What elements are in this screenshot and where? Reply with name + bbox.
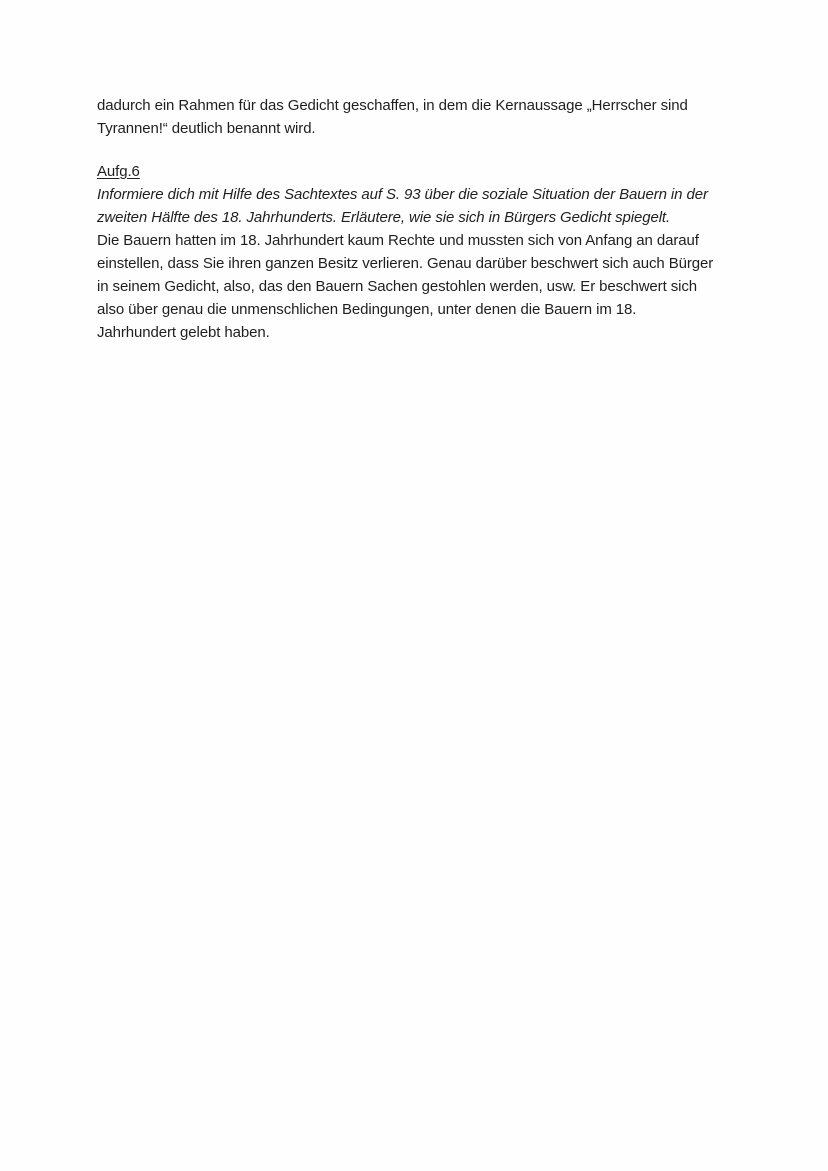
text-line: Tyrannen!“ deutlich benannt wird. [97, 120, 316, 137]
task-heading-label: Aufg.6 [97, 163, 140, 180]
text-line: Die Bauern hatten im 18. Jahrhundert kaum Rechte und mussten sich von Anfang an darauf [97, 232, 699, 249]
answer-paragraph [97, 229, 742, 344]
text-line: in seinem Gedicht, also, das den Bauern Sachen gestohlen werden, usw. Er beschwert sich [97, 278, 697, 295]
intro-paragraph [97, 94, 742, 140]
text-line: einstellen, dass Sie ihren ganzen Besitz verlieren. Genau darüber beschwert sich auch Bürger [97, 255, 714, 272]
text-line: dadurch ein Rahmen für das Gedicht geschaffen, in dem die Kernaussage „Herrscher sind [97, 97, 688, 114]
paragraph-spacer [97, 140, 742, 160]
text-line: also über genau die unmenschlichen Bedingungen, unter denen die Bauern im 18. [97, 301, 637, 318]
text-line: Informiere dich mit Hilfe des Sachtextes auf S. 93 über die soziale Situation der Bauern in der [97, 186, 708, 203]
document-content [97, 94, 742, 344]
task-prompt-paragraph [97, 183, 742, 229]
text-line: Jahrhundert gelebt haben. [97, 324, 270, 341]
task-heading [97, 160, 742, 183]
text-line: zweiten Hälfte des 18. Jahrhunderts. Erläutere, wie sie sich in Bürgers Gedicht spiegelt. [97, 209, 671, 226]
